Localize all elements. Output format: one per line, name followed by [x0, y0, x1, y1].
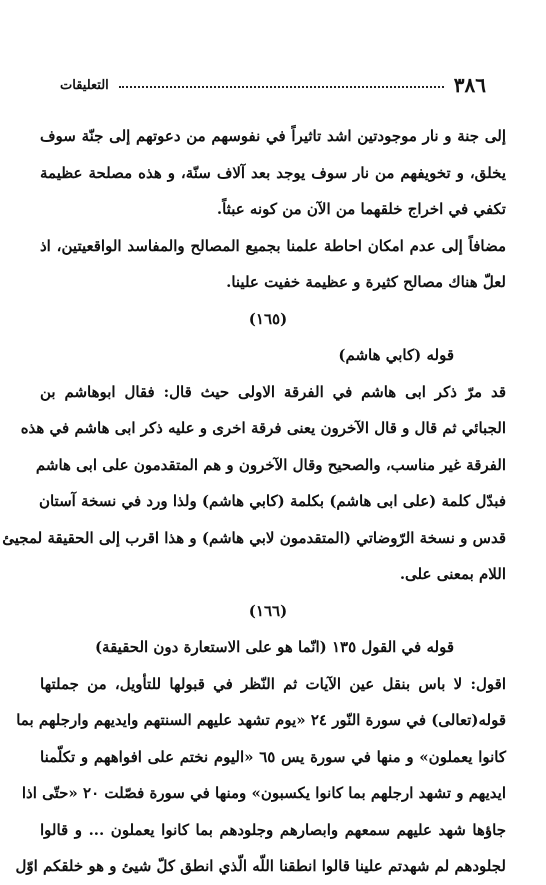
text-line: جاؤها شهد عليهم سمعهم وابصارهم وجلودهم بما كانوا يعملون ... و قالوا: [40, 820, 506, 839]
text-line: الفرقة غير مناسب، والصحيح وقال الآخرون و هم المتقدمون على ابى هاشم: [35, 455, 506, 474]
text-line: لجلودهم لم شهدتم علينا قالوا انطقنا اللّه الّذي انطق كلّ شيئ و هو خلقكم اوّل: [15, 857, 506, 875]
page-number: ٣٨٦: [453, 73, 486, 97]
dotted-leader: [119, 86, 444, 88]
text-line: اقول: لا باس بنقل عين الآيات ثم النّظر في قبولها للتأويل، من جملتها: [40, 674, 506, 693]
running-title: التعليقات: [60, 77, 109, 93]
text-line: مضافاً إلى عدم امكان احاطة علمنا بجميع المصالح والمفاسد الواقعيتين، اذ: [40, 236, 506, 255]
text-line: فبدّل كلمة (على ابى هاشم) بكلمة (كابي هاشم) ولذا ورد في نسخة آستان: [38, 492, 506, 510]
text-line: اللام بمعنى على.: [399, 565, 506, 583]
text-line: كانوا يعملون» و منها في سورة يس ٦٥ «اليوم نختم على افواههم و تكلّمنا: [40, 747, 507, 766]
page-body: [2, 118, 507, 885]
note-heading: قوله (كابي هاشم): [338, 346, 454, 364]
note-number: (١٦٦): [248, 601, 288, 620]
text-line: لعلّ هناك مصالح كثيرة و عظيمة خفيت علينا.: [226, 273, 506, 291]
note-number: (١٦٥): [248, 309, 288, 328]
text-line: يخلق، و تخويفهم من نار سوف يوجد بعد آلاف سنّة، و هذه مصلحة عظيمة: [40, 163, 506, 182]
text-line: قد مرّ ذكر ابى هاشم في الفرقة الاولى حيث قال: فقال ابوهاشم بن: [40, 382, 506, 401]
page-header: [60, 72, 486, 98]
text-line: قدس و نسخة الرّوضاتي (المتقدمون لابي هاشم) و هذا اقرب إلى الحقيقة لمجيئ: [2, 528, 506, 547]
text-line: ايديهم و تشهد ارجلهم بما كانوا يكسبون» ومنها في سورة فصّلت ٢٠ «حتّى اذا: [21, 784, 506, 802]
note-heading: قوله في القول ١٣٥ (انّما هو على الاستعارة دون الحقيقة): [94, 638, 454, 656]
text-line: إلى جنة و نار موجودتين اشد تاثيراً في نفوسهم من دعوتهم إلى جنّة سوف: [40, 127, 506, 145]
text-line: الجبائي ثم قال و قال الآخرون يعنى فرقة اخرى و عليه ذكر ابى هاشم في هذه: [20, 419, 506, 437]
text-line: تكفي في اخراج خلقهما من الآن من كونه عبثاً.: [216, 200, 506, 218]
text-line: قوله(تعالى) في سورة النّور ٢٤ «يوم تشهد عليهم السنتهم وايديهم وارجلهم بما: [16, 711, 506, 729]
